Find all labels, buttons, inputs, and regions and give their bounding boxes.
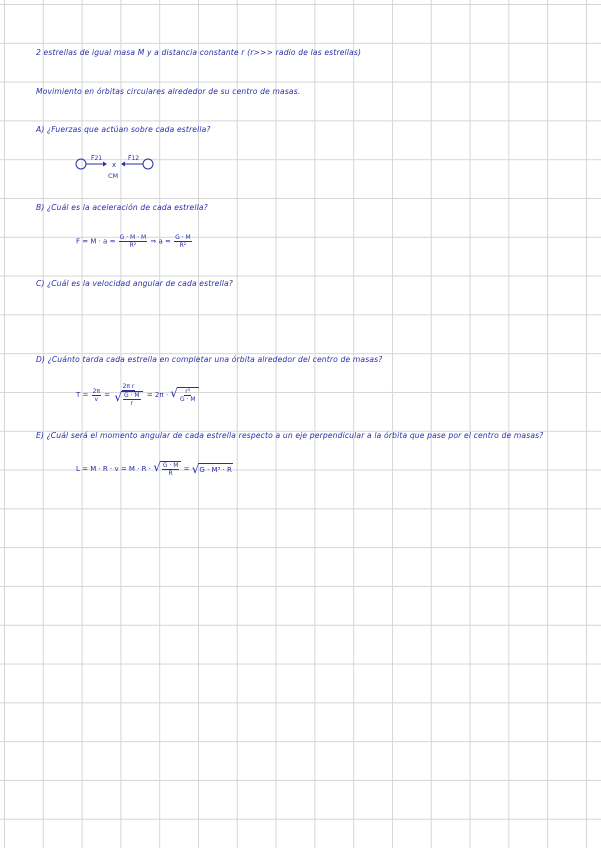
question-a: A) ¿Fuerzas que actúan sobre cada estrella? <box>36 125 211 134</box>
equation-b: F = M · a = $\frac{G \cdot M \cdot M}{\text{R²}}$ ⇒ a = $\frac{G \cdot M}{\text{R²}}$ <box>76 234 191 249</box>
force-label-1: F⃗21 <box>91 155 103 162</box>
question-e: E) ¿Cuál será el momento angular de cada estrella respecto a un eje perpendicular a la órbita que pase por el centro de masas? <box>36 431 544 440</box>
equation-e: L = M · R · v = M · R · √ $\frac{G \cdot M}{R}$ = √ G · M³ · R <box>76 460 232 477</box>
question-c: C) ¿Cuál es la velocidad angular de cada estrella? <box>36 279 233 288</box>
line-intro: 2 estrellas de igual masa M y a distancia constante r (r>>> radio de las estrellas) <box>36 48 362 57</box>
line-context: Movimiento en órbitas circulares alrededor de su centro de masas. <box>36 87 301 96</box>
star-right <box>143 159 153 169</box>
equation-d: T = $\frac{2\pi}{v}$ = 2π r √ $\frac{G \cdot M}{r}$ = 2π · √ $\frac{\text{r³}}{G \cdot M}$ <box>76 383 199 407</box>
force-label-2: F⃗12 <box>128 155 140 162</box>
forces-diagram <box>72 150 162 184</box>
center-mark: x <box>112 161 117 169</box>
question-b: B) ¿Cuál es la aceleración de cada estrella? <box>36 203 208 212</box>
question-d: D) ¿Cuánto tarda cada estrella en completar una órbita alrededor del centro de masas? <box>36 355 383 364</box>
star-left <box>76 159 86 169</box>
center-of-mass-label: CM <box>108 172 119 180</box>
